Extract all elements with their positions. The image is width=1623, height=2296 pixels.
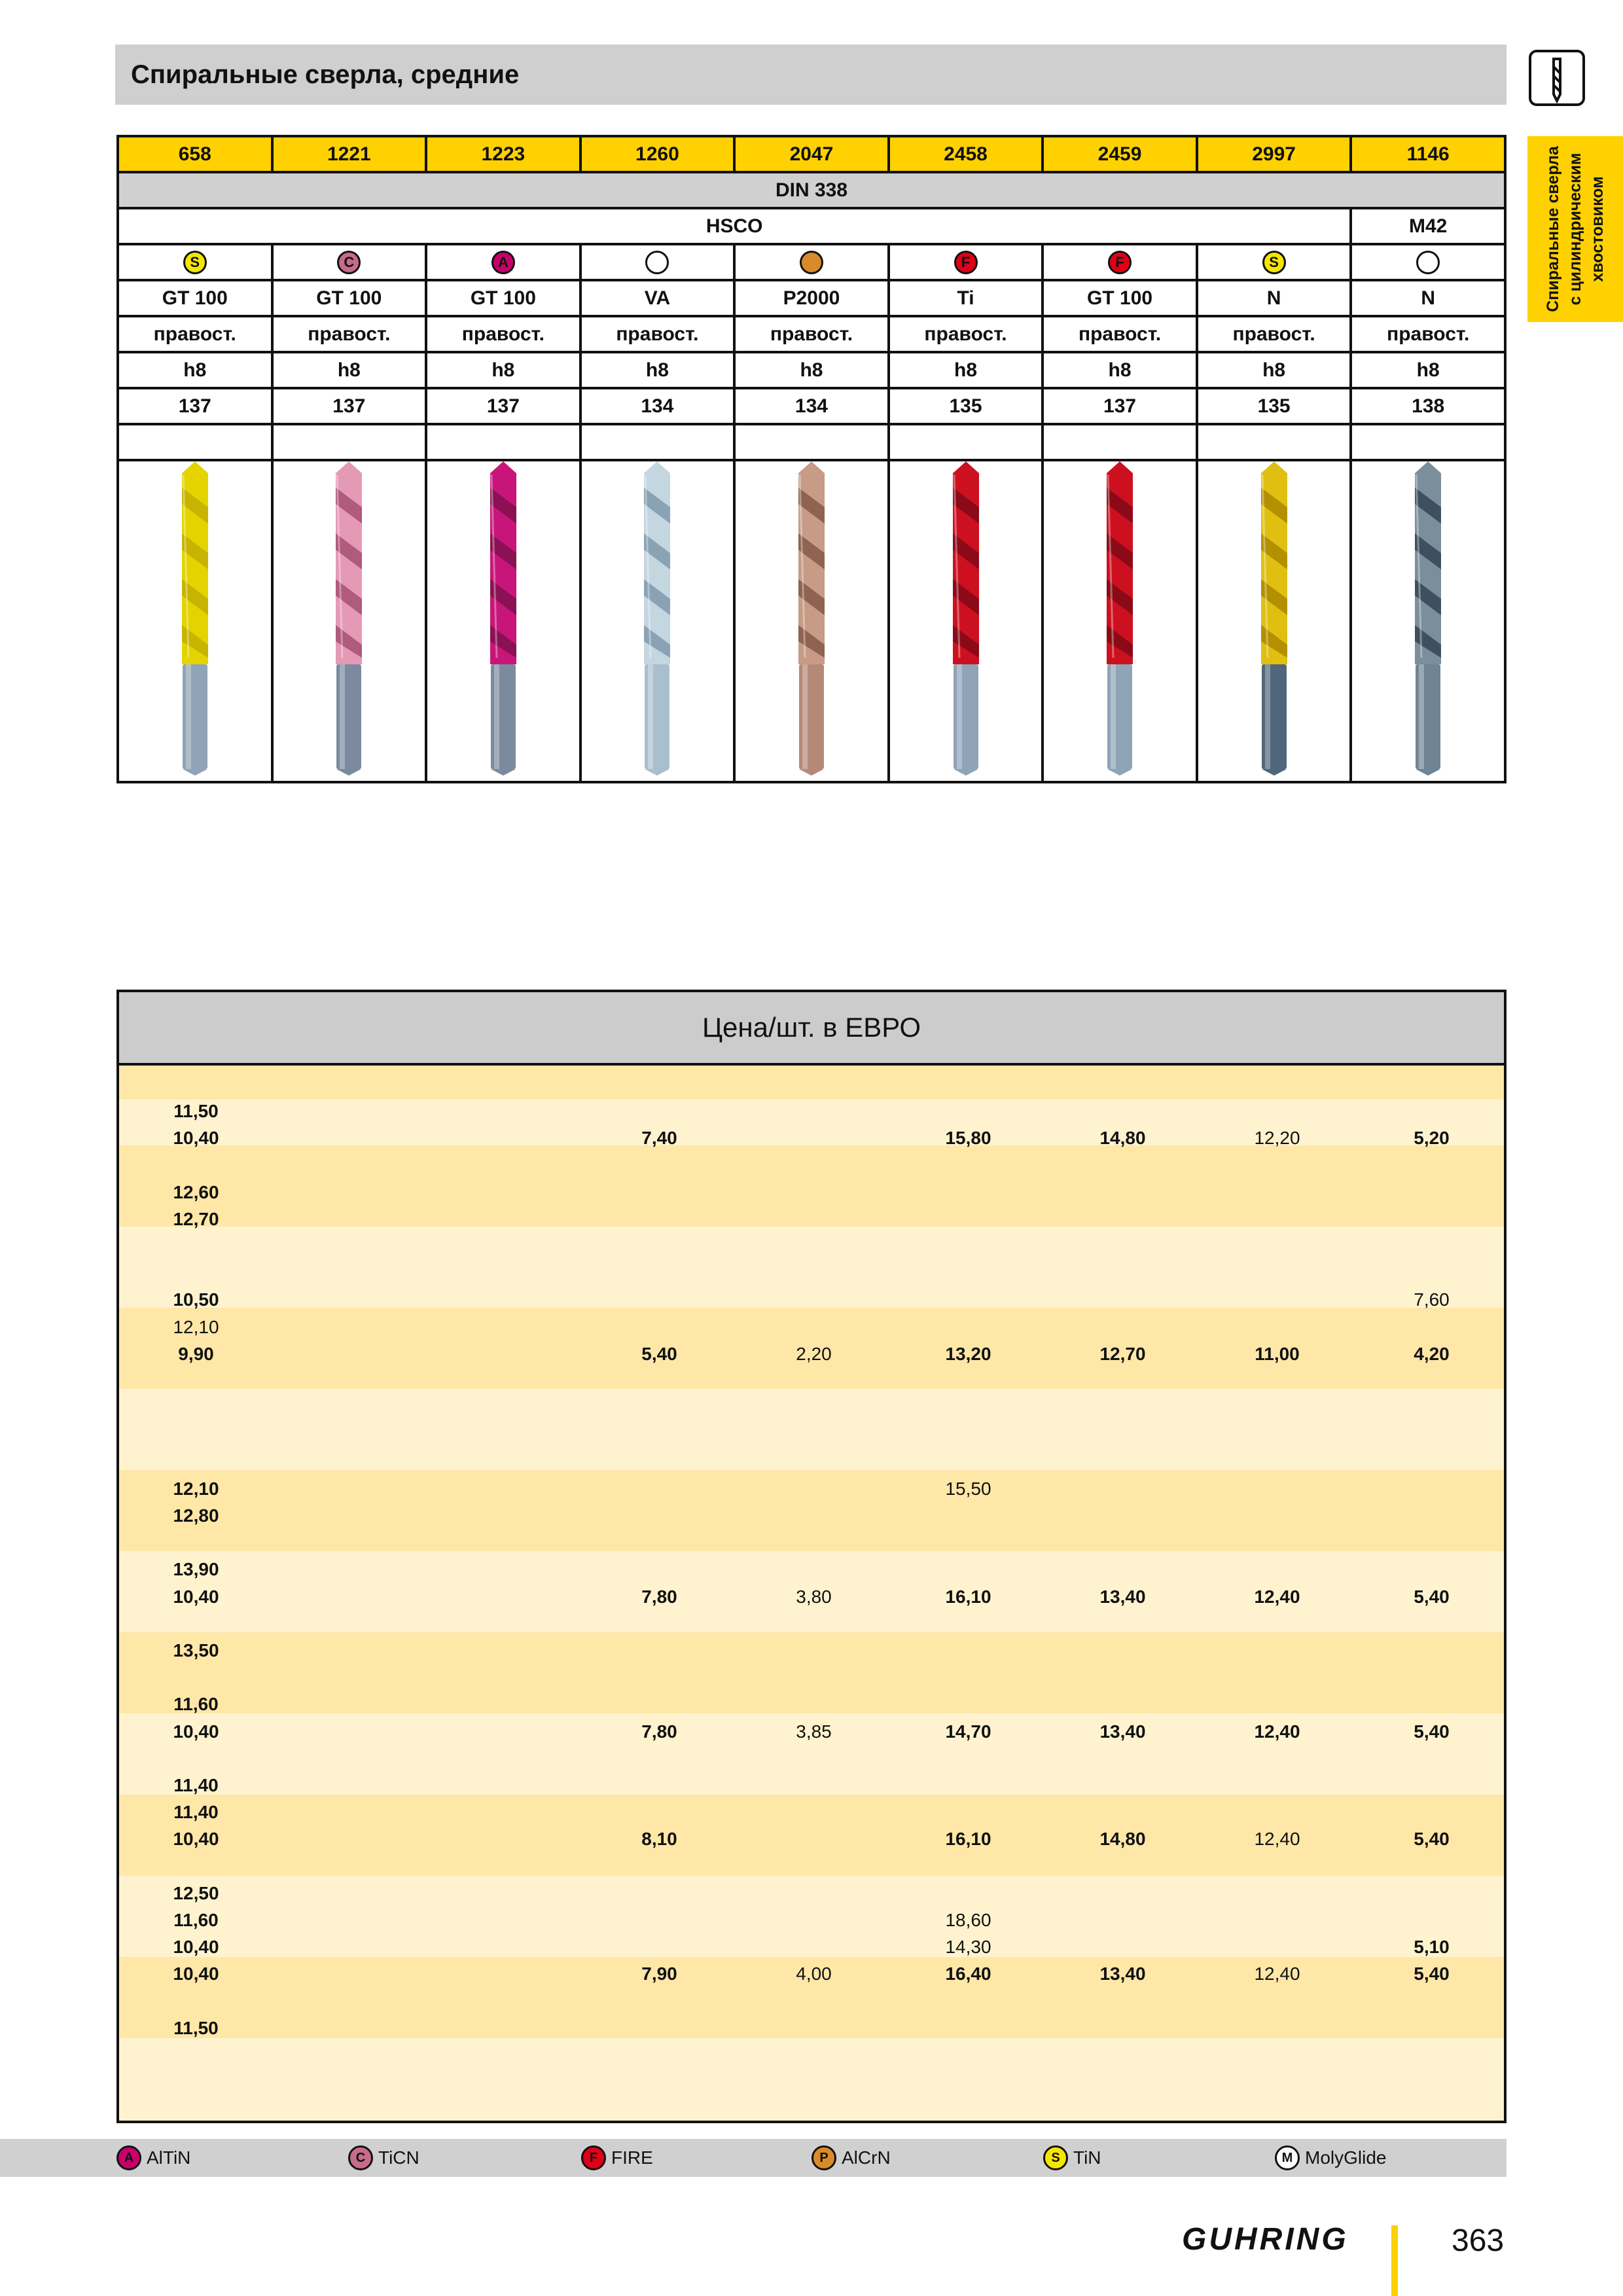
page-reference-cell: 138 (1351, 388, 1505, 424)
price-value: 13,40 (1099, 1721, 1146, 1742)
coating-symbol-icon: A (491, 251, 515, 274)
legend-label: FIRE (611, 2147, 653, 2168)
price-value: 5,40 (1414, 1964, 1450, 1984)
page-reference-cell: 134 (580, 388, 735, 424)
drill-image-cell (272, 460, 427, 782)
coating-legend-icon: S (1043, 2145, 1068, 2170)
price-value: 7,80 (641, 1586, 677, 1607)
drill-image (946, 461, 986, 776)
page-reference-cell: 137 (118, 388, 272, 424)
price-value: 11,60 (173, 1910, 219, 1930)
standard-row (118, 172, 1505, 208)
standard-cell: DIN 338 (118, 172, 1505, 208)
drill-image-cell (118, 460, 272, 782)
cutting-direction-cell: правост. (118, 316, 272, 352)
brand-logo: GUHRING (1182, 2222, 1349, 2257)
legend-item (581, 2139, 653, 2177)
price-value: 15,80 (945, 1128, 991, 1149)
price-value: 14,80 (1099, 1128, 1146, 1149)
coating-cell (889, 244, 1043, 280)
drill-image-cell (1197, 460, 1351, 782)
page-reference-cell: 135 (889, 388, 1043, 424)
tolerance-cell: h8 (118, 352, 272, 388)
material-m42-cell: M42 (1351, 208, 1505, 244)
blank-cell (1043, 424, 1197, 460)
price-value: 10,40 (173, 1586, 219, 1607)
tolerance-row (118, 352, 1505, 388)
coating-legend-icon: C (348, 2145, 373, 2170)
legend-label: MolyGlide (1305, 2147, 1387, 2168)
price-value: 4,20 (1414, 1343, 1450, 1364)
price-value: 10,50 (173, 1289, 219, 1310)
cutting-direction-cell: правост. (272, 316, 427, 352)
tolerance-cell: h8 (1351, 352, 1505, 388)
price-value: 2,20 (796, 1343, 832, 1364)
direction-row (118, 316, 1505, 352)
coating-cell (1197, 244, 1351, 280)
coating-cell (426, 244, 580, 280)
brand-divider (1391, 2225, 1398, 2296)
coating-cell (118, 244, 272, 280)
type-row (118, 280, 1505, 316)
drill-type-cell: Ti (889, 280, 1043, 316)
tolerance-cell: h8 (889, 352, 1043, 388)
price-value: 12,10 (173, 1478, 219, 1499)
article-number-cell: 658 (118, 136, 272, 172)
tolerance-cell: h8 (1197, 352, 1351, 388)
legend-label: AlTiN (147, 2147, 191, 2168)
cutting-direction-cell: правост. (734, 316, 889, 352)
price-value: 12,70 (1099, 1343, 1146, 1364)
price-value: 12,40 (1254, 1721, 1300, 1742)
article-number-cell: 1260 (580, 136, 735, 172)
cutting-direction-cell: правост. (1351, 316, 1505, 352)
page-number: 363 (1452, 2223, 1505, 2258)
price-value: 12,60 (173, 1181, 219, 1202)
coating-cell (734, 244, 889, 280)
price-value: 13,20 (945, 1343, 991, 1364)
coating-symbol-icon: S (1262, 251, 1286, 274)
drill-image-cell (426, 460, 580, 782)
drill-image-cell (1043, 460, 1197, 782)
drill-image (792, 461, 831, 776)
drill-type-cell: GT 100 (118, 280, 272, 316)
legend-label: TiN (1073, 2147, 1101, 2168)
tolerance-cell: h8 (272, 352, 427, 388)
price-value: 11,50 (173, 2017, 219, 2038)
legend-item (1275, 2139, 1386, 2177)
coating-legend-icon: P (812, 2145, 836, 2170)
coating-cell (1351, 244, 1505, 280)
price-value: 12,40 (1254, 1586, 1300, 1607)
drill-type-cell: GT 100 (1043, 280, 1197, 316)
price-value: 12,20 (1254, 1128, 1300, 1149)
legend-item (1043, 2139, 1101, 2177)
drill-type-cell: GT 100 (426, 280, 580, 316)
price-value: 12,40 (1254, 1964, 1300, 1984)
drill-image (637, 461, 677, 776)
price-value: 13,90 (173, 1559, 219, 1580)
blank-cell (889, 424, 1043, 460)
drill-image-cell (1351, 460, 1505, 782)
drill-image (484, 461, 523, 776)
price-value: 10,40 (173, 1721, 219, 1742)
drill-image-row (118, 460, 1505, 782)
cutting-direction-cell: правост. (426, 316, 580, 352)
drill-category-icon (1527, 48, 1586, 107)
price-value: 10,40 (173, 1964, 219, 1984)
cutting-direction-cell: правост. (580, 316, 735, 352)
price-value: 4,00 (796, 1964, 832, 1984)
tolerance-cell: h8 (1043, 352, 1197, 388)
legend-item (116, 2139, 190, 2177)
price-value: 16,40 (945, 1964, 991, 1984)
price-value: 10,40 (173, 1128, 219, 1149)
price-value: 13,40 (1099, 1964, 1146, 1984)
page-reference-cell: 137 (272, 388, 427, 424)
price-value: 11,40 (173, 1802, 219, 1823)
tolerance-cell: h8 (580, 352, 735, 388)
price-value: 5,40 (1414, 1829, 1450, 1850)
price-table (116, 1066, 1507, 2123)
blank-cell (1351, 424, 1505, 460)
drill-type-cell: GT 100 (272, 280, 427, 316)
blank-cell (118, 424, 272, 460)
side-tab-line-3: хвостовиком (1588, 176, 1607, 282)
price-value: 5,40 (1414, 1721, 1450, 1742)
drill-type-cell: VA (580, 280, 735, 316)
drill-type-cell: N (1197, 280, 1351, 316)
article-number-cell: 2458 (889, 136, 1043, 172)
tolerance-cell: h8 (426, 352, 580, 388)
price-value: 14,30 (945, 1937, 991, 1958)
page-title: Спиральные сверла, средние (115, 45, 1507, 105)
price-value: 9,90 (178, 1343, 214, 1364)
article-number-cell: 2459 (1043, 136, 1197, 172)
drill-type-cell: N (1351, 280, 1505, 316)
drill-image (175, 461, 215, 776)
page-ref-row (118, 388, 1505, 424)
coating-legend-icon: A (116, 2145, 141, 2170)
cutting-direction-cell: правост. (1197, 316, 1351, 352)
coating-symbol-icon (645, 251, 669, 274)
price-value: 12,70 (173, 1208, 219, 1229)
price-value: 15,50 (945, 1478, 991, 1499)
drill-image-cell (889, 460, 1043, 782)
coating-symbol-icon (800, 251, 823, 274)
coating-symbol-icon: F (1108, 251, 1132, 274)
price-value: 11,60 (173, 1694, 219, 1715)
legend-label: TiCN (378, 2147, 419, 2168)
price-value: 14,70 (945, 1721, 991, 1742)
coating-symbol-icon: C (337, 251, 361, 274)
legend-item (812, 2139, 891, 2177)
drill-image-cell (580, 460, 735, 782)
coating-legend (0, 2139, 1507, 2177)
price-value: 11,00 (1255, 1343, 1300, 1364)
article-number-cell: 1146 (1351, 136, 1505, 172)
cutting-direction-cell: правост. (1043, 316, 1197, 352)
drill-image (329, 461, 368, 776)
spec-table (116, 135, 1507, 783)
drill-image (1408, 461, 1448, 776)
tolerance-cell: h8 (734, 352, 889, 388)
material-hsco-cell: HSCO (118, 208, 1351, 244)
price-value: 5,40 (641, 1343, 677, 1364)
price-value: 12,40 (1254, 1829, 1300, 1850)
coating-symbol-icon: S (183, 251, 207, 274)
coating-legend-icon: M (1275, 2145, 1300, 2170)
drill-image (1100, 461, 1139, 776)
price-value: 8,10 (641, 1829, 677, 1850)
material-row (118, 208, 1505, 244)
page-reference-cell: 137 (426, 388, 580, 424)
price-value: 11,50 (173, 1101, 219, 1121)
coating-legend-icon: F (581, 2145, 606, 2170)
price-value: 14,80 (1099, 1829, 1146, 1850)
section-side-tab (1527, 136, 1623, 322)
cutting-direction-cell: правост. (889, 316, 1043, 352)
price-value: 5,20 (1414, 1128, 1450, 1149)
drill-image (1255, 461, 1294, 776)
coating-symbol-icon: F (954, 251, 978, 274)
price-value: 13,50 (173, 1640, 219, 1660)
price-header: Цена/шт. в ЕВРО (116, 990, 1507, 1066)
price-value: 18,60 (945, 1910, 991, 1930)
coating-cell (1043, 244, 1197, 280)
price-value: 3,85 (796, 1721, 832, 1742)
blank-cell (580, 424, 735, 460)
row-band (119, 1632, 1504, 1713)
article-number-cell: 2047 (734, 136, 889, 172)
article-number-cell: 2997 (1197, 136, 1351, 172)
price-value: 10,40 (173, 1829, 219, 1850)
coating-cell (272, 244, 427, 280)
price-value: 12,50 (173, 1882, 219, 1903)
blank-cell (734, 424, 889, 460)
price-value: 16,10 (945, 1586, 991, 1607)
page-reference-cell: 135 (1197, 388, 1351, 424)
drill-image-cell (734, 460, 889, 782)
price-value: 3,80 (796, 1586, 832, 1607)
coating-row (118, 244, 1505, 280)
price-value: 10,40 (173, 1937, 219, 1958)
price-value: 12,80 (173, 1505, 219, 1526)
page-reference-cell: 137 (1043, 388, 1197, 424)
legend-label: AlCrN (842, 2147, 891, 2168)
blank-cell (426, 424, 580, 460)
article-row (118, 136, 1505, 172)
price-value: 12,10 (173, 1316, 219, 1337)
price-value: 7,60 (1414, 1289, 1450, 1310)
article-number-cell: 1223 (426, 136, 580, 172)
row-band (119, 1470, 1504, 1551)
coating-cell (580, 244, 735, 280)
empty-row (118, 424, 1505, 460)
price-value: 11,40 (173, 1775, 219, 1795)
blank-cell (272, 424, 427, 460)
row-band (119, 1145, 1504, 1227)
blank-cell (1197, 424, 1351, 460)
price-value: 13,40 (1099, 1586, 1146, 1607)
side-tab-line-2: с цилиндрическим (1566, 152, 1584, 306)
price-value: 16,10 (945, 1829, 991, 1850)
page-reference-cell: 134 (734, 388, 889, 424)
side-tab-line-1: Спиральные сверла (1544, 146, 1562, 312)
legend-item (348, 2139, 419, 2177)
price-value: 7,80 (641, 1721, 677, 1742)
price-value: 5,10 (1414, 1937, 1450, 1958)
row-band (119, 1066, 1504, 1100)
article-number-cell: 1221 (272, 136, 427, 172)
price-value: 5,40 (1414, 1586, 1450, 1607)
drill-type-cell: P2000 (734, 280, 889, 316)
coating-symbol-icon (1416, 251, 1440, 274)
price-value: 7,90 (641, 1964, 677, 1984)
price-value: 7,40 (641, 1128, 677, 1149)
